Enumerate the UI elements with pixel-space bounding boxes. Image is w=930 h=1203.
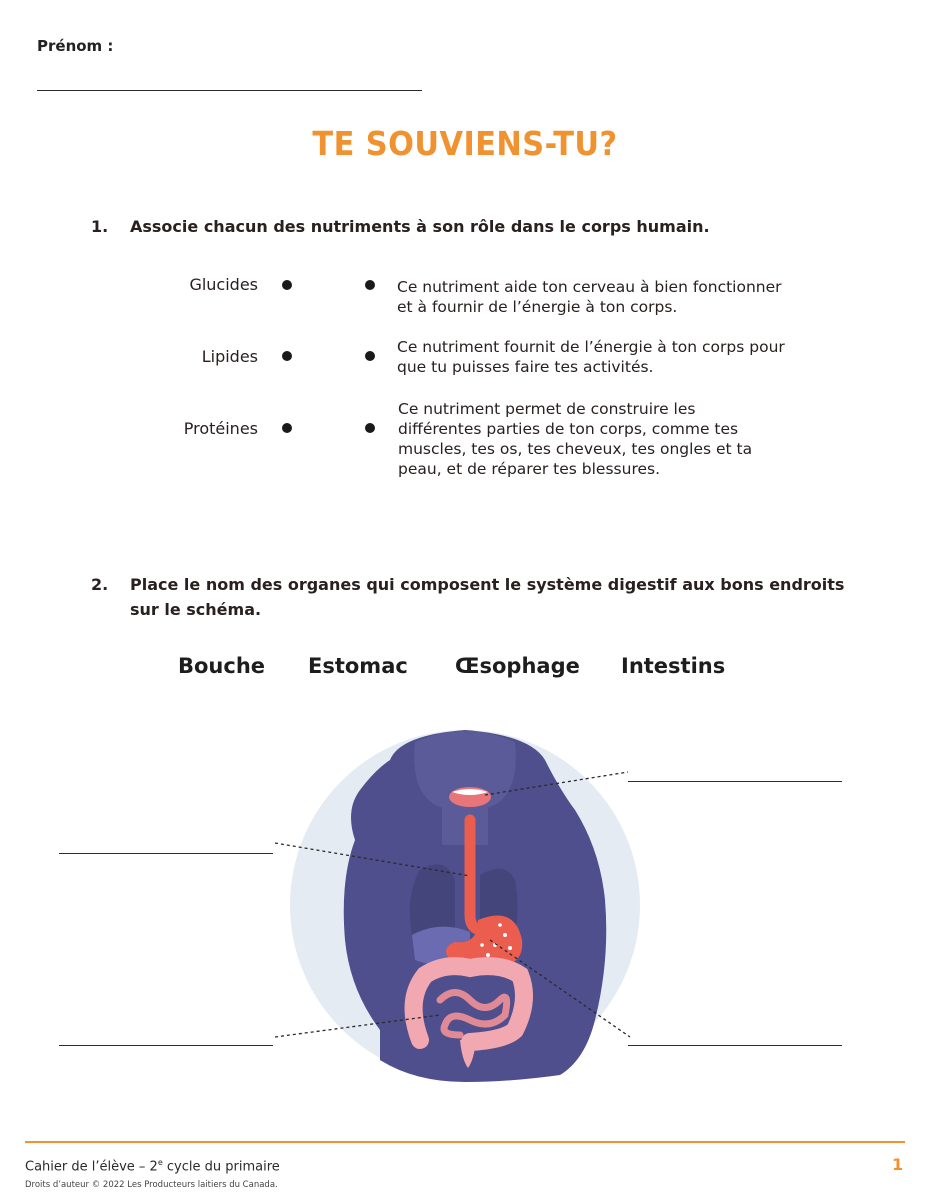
match-dot-right-1[interactable]	[365, 280, 375, 290]
question-1-text: Associe chacun des nutriments à son rôle dans le corps humain.	[130, 217, 710, 236]
prenom-label: Prénom :	[37, 37, 114, 55]
description-3	[398, 399, 752, 479]
term-proteines: Protéines	[183, 419, 258, 438]
description-2-line-2: que tu puisses faire tes activités.	[397, 358, 654, 376]
question-2-text-line-1: Place le nom des organes qui composent le système digestif aux bons endroits	[130, 575, 845, 594]
page-number: 1	[892, 1155, 904, 1174]
term-lipides: Lipides	[201, 347, 258, 366]
organ-word-intestins[interactable]: Intestins	[621, 654, 726, 678]
footer-workbook-text: Cahier de l’élève – 2	[25, 1159, 158, 1175]
footer-copyright: Droits d’auteur © 2022 Les Producteurs laitiers du Canada.	[25, 1180, 278, 1190]
match-dot-right-3[interactable]	[365, 423, 375, 433]
description-1-line-1: Ce nutriment aide ton cerveau à bien fonctionner	[397, 278, 782, 296]
description-3-line-4: peau, et de réparer tes blessures.	[398, 460, 661, 478]
digestive-system-illustration	[0, 700, 930, 1100]
description-3-line-2: différentes parties de ton corps, comme tes	[398, 420, 739, 438]
organ-word-estomac[interactable]: Estomac	[308, 654, 408, 678]
description-2-line-1: Ce nutriment fournit de l’énergie à ton corps pour	[397, 338, 785, 356]
match-dot-left-proteines[interactable]	[282, 423, 292, 433]
footer-rule	[25, 1141, 905, 1143]
answer-line-stomach[interactable]	[628, 1045, 842, 1046]
description-3-line-3: muscles, tes os, tes cheveux, tes ongles et ta	[398, 440, 753, 458]
footer-workbook-superscript: e	[157, 1158, 163, 1167]
question-1-number: 1.	[91, 217, 109, 236]
description-3-line-1: Ce nutriment permet de construire les	[398, 400, 696, 418]
match-dot-left-lipides[interactable]	[282, 351, 292, 361]
footer-workbook-tail: cycle du primaire	[162, 1159, 280, 1175]
answer-line-esophagus[interactable]	[59, 853, 273, 854]
term-glucides: Glucides	[189, 275, 258, 294]
footer-workbook-label	[25, 1158, 280, 1174]
description-1	[397, 277, 782, 317]
description-1-line-2: et à fournir de l’énergie à ton corps.	[397, 298, 678, 316]
description-2	[397, 337, 785, 377]
question-2-number: 2.	[91, 575, 109, 594]
question-2-text	[130, 572, 844, 622]
answer-line-mouth[interactable]	[628, 781, 842, 782]
organ-word-oesophage[interactable]: Œsophage	[455, 654, 580, 678]
answer-line-intestines[interactable]	[59, 1045, 273, 1046]
page-title: TE SOUVIENS-TU?	[312, 124, 618, 163]
question-2-text-line-2: sur le schéma.	[130, 600, 262, 619]
prenom-answer-line[interactable]	[37, 90, 422, 91]
organ-word-bouche[interactable]: Bouche	[178, 654, 266, 678]
match-dot-right-2[interactable]	[365, 351, 375, 361]
match-dot-left-glucides[interactable]	[282, 280, 292, 290]
